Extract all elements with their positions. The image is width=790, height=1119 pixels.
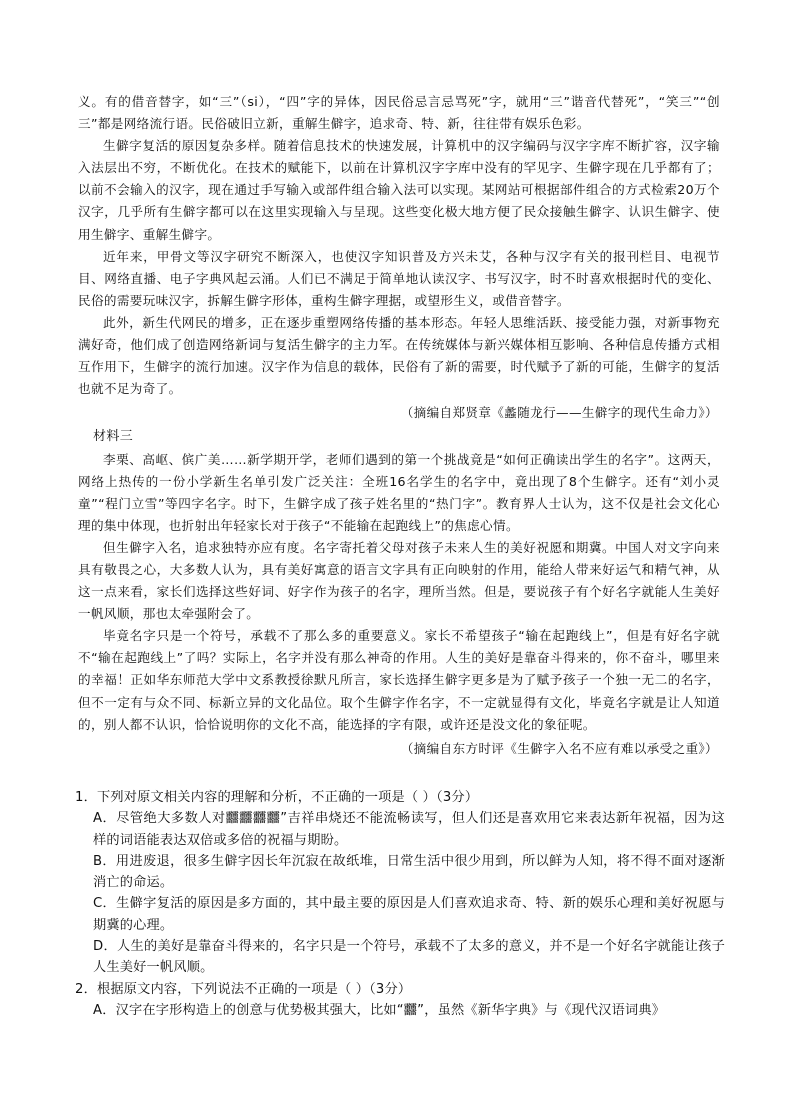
questions-section [75,787,725,1021]
paragraph: 义。有的借音替字，如“三”（si），“四”字的异体，因民俗忌言忌骂死”字，就用“三”谐音代替死”，“笑三”“创三”都是网络流行语。民俗破旧立新，重解生僻字，追求奇、特、新，往往带有娱乐色彩。 [78,94,720,132]
material-two-section [78,91,720,760]
question-stem: 1．下列对原文相关内容的理解和分析，不正确的一项是（ ）（3分） [75,790,479,805]
answer-option: C．生僻字复活的原因是多方面的，其中最主要的原因是人们喜欢追求奇、特、新的娱乐心理和美好祝愿与期冀的心理。 [93,896,725,933]
question-stem: 2．根据原文内容，下列说法不正确的一项是（ ）（3分） [75,981,412,997]
paragraph: 但生僻字入名，追求独特亦应有度。名字寄托着父母对孩子未来人生的美好祝愿和期冀。中国人对文字向来具有敬畏之心，大多数人认为，具有美好寓意的语言文字具有正向映射的作用，能给人带来好运气和精气神，从这一点来看，家长们选择这些好词、好字作为孩子的名字，理所当然。但是，要说孩子有个好名字就能人生美好一帆风顺，那也太牵强附会了。 [78,539,720,622]
paragraph: 毕竟名字只是一个符号，承载不了那么多的重要意义。家长不希望孩子“输在起跑线上”，但是有好名字就不“输在起跑线上”了吗？实际上，名字并没有那么神奇的作用。人生的美好是靠奋斗得来的，你不奋斗，哪里来的幸福！正如华东师范大学中文系教授徐默凡所言，家长选择生僻字更多是为了赋予孩子一个独一无二的名字，但不一定有与众不同、标新立异的文化品位。取个生僻字作名字，不一定就显得有文化，毕竟名字就是让人知道的，别人都不认识，恰恰说明你的文化不高，能选择的字有限，或许还是没文化的象征呢。 [78,628,720,732]
source-citation: （摘编自东方时评《生僻字入名不应有难以承受之重》） [400,740,718,756]
source-citation: （摘编自郑贤章《蠡随龙行——生僻字的现代生命力》） [400,405,718,421]
paragraph: 李栗、高岖、傧广美……新学期开学，老师们遇到的第一个挑战竟是“如何正确读出学生的名字”。这两天，网络上热传的一份小学新生名单引发广泛关注：全班16名学生的名字中，竟出现了8个生僻字。还有“刘小灵童”“程门立雪”等四字名字。时下，生僻字成了孩子姓名里的“热门字”。教育界人士认为，这不仅是社会文化心理的集中体现，也折射出年轻家长对于孩子“不能输在起跑线上”的焦虑心情。 [78,451,720,533]
answer-option: A．汉字在字形构造上的创意与优势极其强大，比如“䨻”，虽然《新华字典》与《现代汉语词典》 [93,1002,666,1018]
paragraph: 生僻字复活的原因复杂多样。随着信息技术的快速发展，计算机中的汉字编码与汉字字库不断扩容，汉字输入法层出不穷，不断优化。在技术的赋能下，以前在计算机汉字字库中没有的罕见字、生僻字现在几乎都有了；以前不会输入的汉字，现在通过手写输入或部件组合输入法可以实现。某网站可根据部件组合的方式检索20万个汉字，几乎所有生僻字都可以在这里实现输入与呈现。这些变化极大地方便了民众接触生僻字、认识生僻字、使用生僻字、重解生僻字。 [78,138,720,242]
section-heading: 材料三 [93,429,134,445]
answer-option: D．人生的美好是靠奋斗得来的，名字只是一个符号，承载不了太多的意义，并不是一个好名字就能让孩子人生美好一帆风顺。 [93,939,725,976]
answer-option: B．用进废退，很多生僻字因长年沉寂在故纸堆，日常生活中很少用到，所以鲜为人知，将不得不面对逐渐消亡的命运。 [93,853,725,891]
answer-option: A．尽管绝大多数人对䨻䨻䨻䨻”吉祥串烧还不能流畅读写，但人们还是喜欢用它来表达新年祝福，因为这样的词语能表达双倍或多倍的祝福与期盼。 [93,811,725,848]
paragraph: 近年来，甲骨文等汉字研究不断深入，也使汉字知识普及方兴未艾，各种与汉字有关的报刊栏目、电视节目、网络直播、电子字典风起云涌。人们已不满足于简单地认读汉字、书写汉字，时不时喜欢根据时代的变化、民俗的需要玩味汉字，拆解生僻字形体，重构生僻字理据，或望形生义，或借音替字。 [78,248,720,308]
paragraph: 此外，新生代网民的增多，正在逐步重塑网络传播的基本形态。年轻人思维活跃、接受能力强，对新事物充满好奇，他们成了创造网络新词与复活生僻字的主力军。在传统媒体与新兴媒体相互影响、各种信息传播方式相互作用下，生僻字的流行加速。汉字作为信息的载体，民俗有了新的需要，时代赋予了新的可能，生僻字的复活也就不足为奇了。 [78,314,720,397]
